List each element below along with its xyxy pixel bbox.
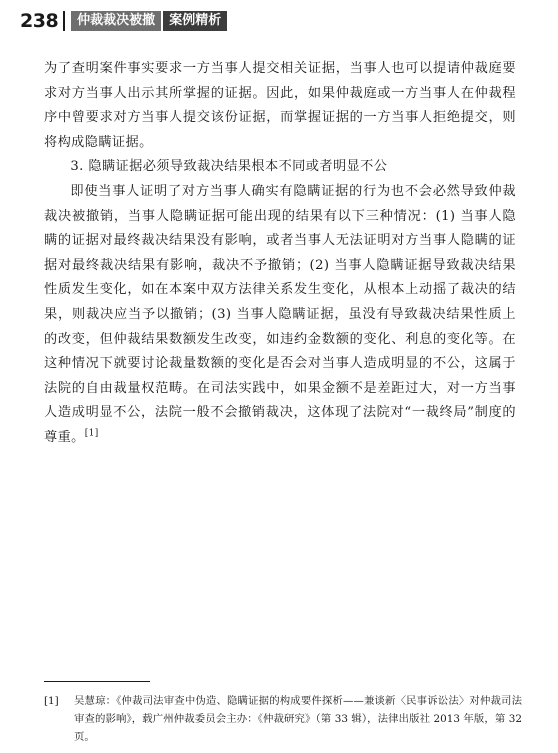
footnote	[44, 692, 522, 746]
paragraph-2	[44, 180, 516, 451]
footnote-divider	[44, 681, 150, 682]
page-number: 238	[20, 11, 65, 31]
footnote-reference[interactable]: [1]	[84, 428, 99, 439]
body-text	[44, 57, 516, 451]
footnote-text: 吴慧琼：《仲裁司法审查中伪造、隐瞒证据的构成要件探析——兼谈新〈民事诉讼法〉对仲裁司法审查的影响》，载广州仲裁委员会主办：《仲裁研究》（第 33 辑），法律出版社 2013 年版，第 32 页。	[74, 695, 522, 743]
paragraph-2-text: 即使当事人证明了对方当事人确实有隐瞒证据的行为也不会必然导致仲裁裁决被撤销，当事人隐瞒证据可能出现的结果有以下三种情况：(1) 当事人隐瞒的证据对最终裁决结果没有影响，或者当事人无法证明对方当事人隐瞒的证据对最终裁决结果有影响，裁决不予撤销；(2) 当事人隐瞒证据导致裁决结果性质发生变化，如在本案中双方法律关系发生变化，从根本上动摇了裁决的结果，则裁决应当予以撤销；(3) 当事人隐瞒证据，虽没有导致裁决结果性质上的改变，但仲裁结果数额发生改变，如违约金数额的变化、利息的变化等。在这种情况下就要讨论裁量数额的变化是否会对当事人造成明显的不公，这属于法院的自由裁量权范畴。在司法实践中，如果金额不是差距过大，对一方当事人造成明显不公，法院一般不会撤销裁决，这体现了法院对“一裁终局”制度的尊重。	[44, 183, 516, 445]
book-title-label: 仲裁裁决被撤	[71, 11, 161, 31]
running-header	[20, 10, 540, 32]
subheading: 3. 隐瞒证据必须导致裁决结果根本不同或者明显不公	[70, 159, 388, 175]
paragraph-1: 为了查明案件事实要求一方当事人提交相关证据，当事人也可以提请仲裁庭要求对方当事人出示其所掌握的证据。因此，如果仲裁庭或一方当事人在仲裁程序中曾要求对方当事人提交该份证据，而掌握证据的一方当事人拒绝提交，则将构成隐瞒证据。	[44, 61, 516, 150]
section-title-label: 案例精析	[163, 11, 227, 31]
footnote-marker: [1]	[44, 695, 59, 707]
